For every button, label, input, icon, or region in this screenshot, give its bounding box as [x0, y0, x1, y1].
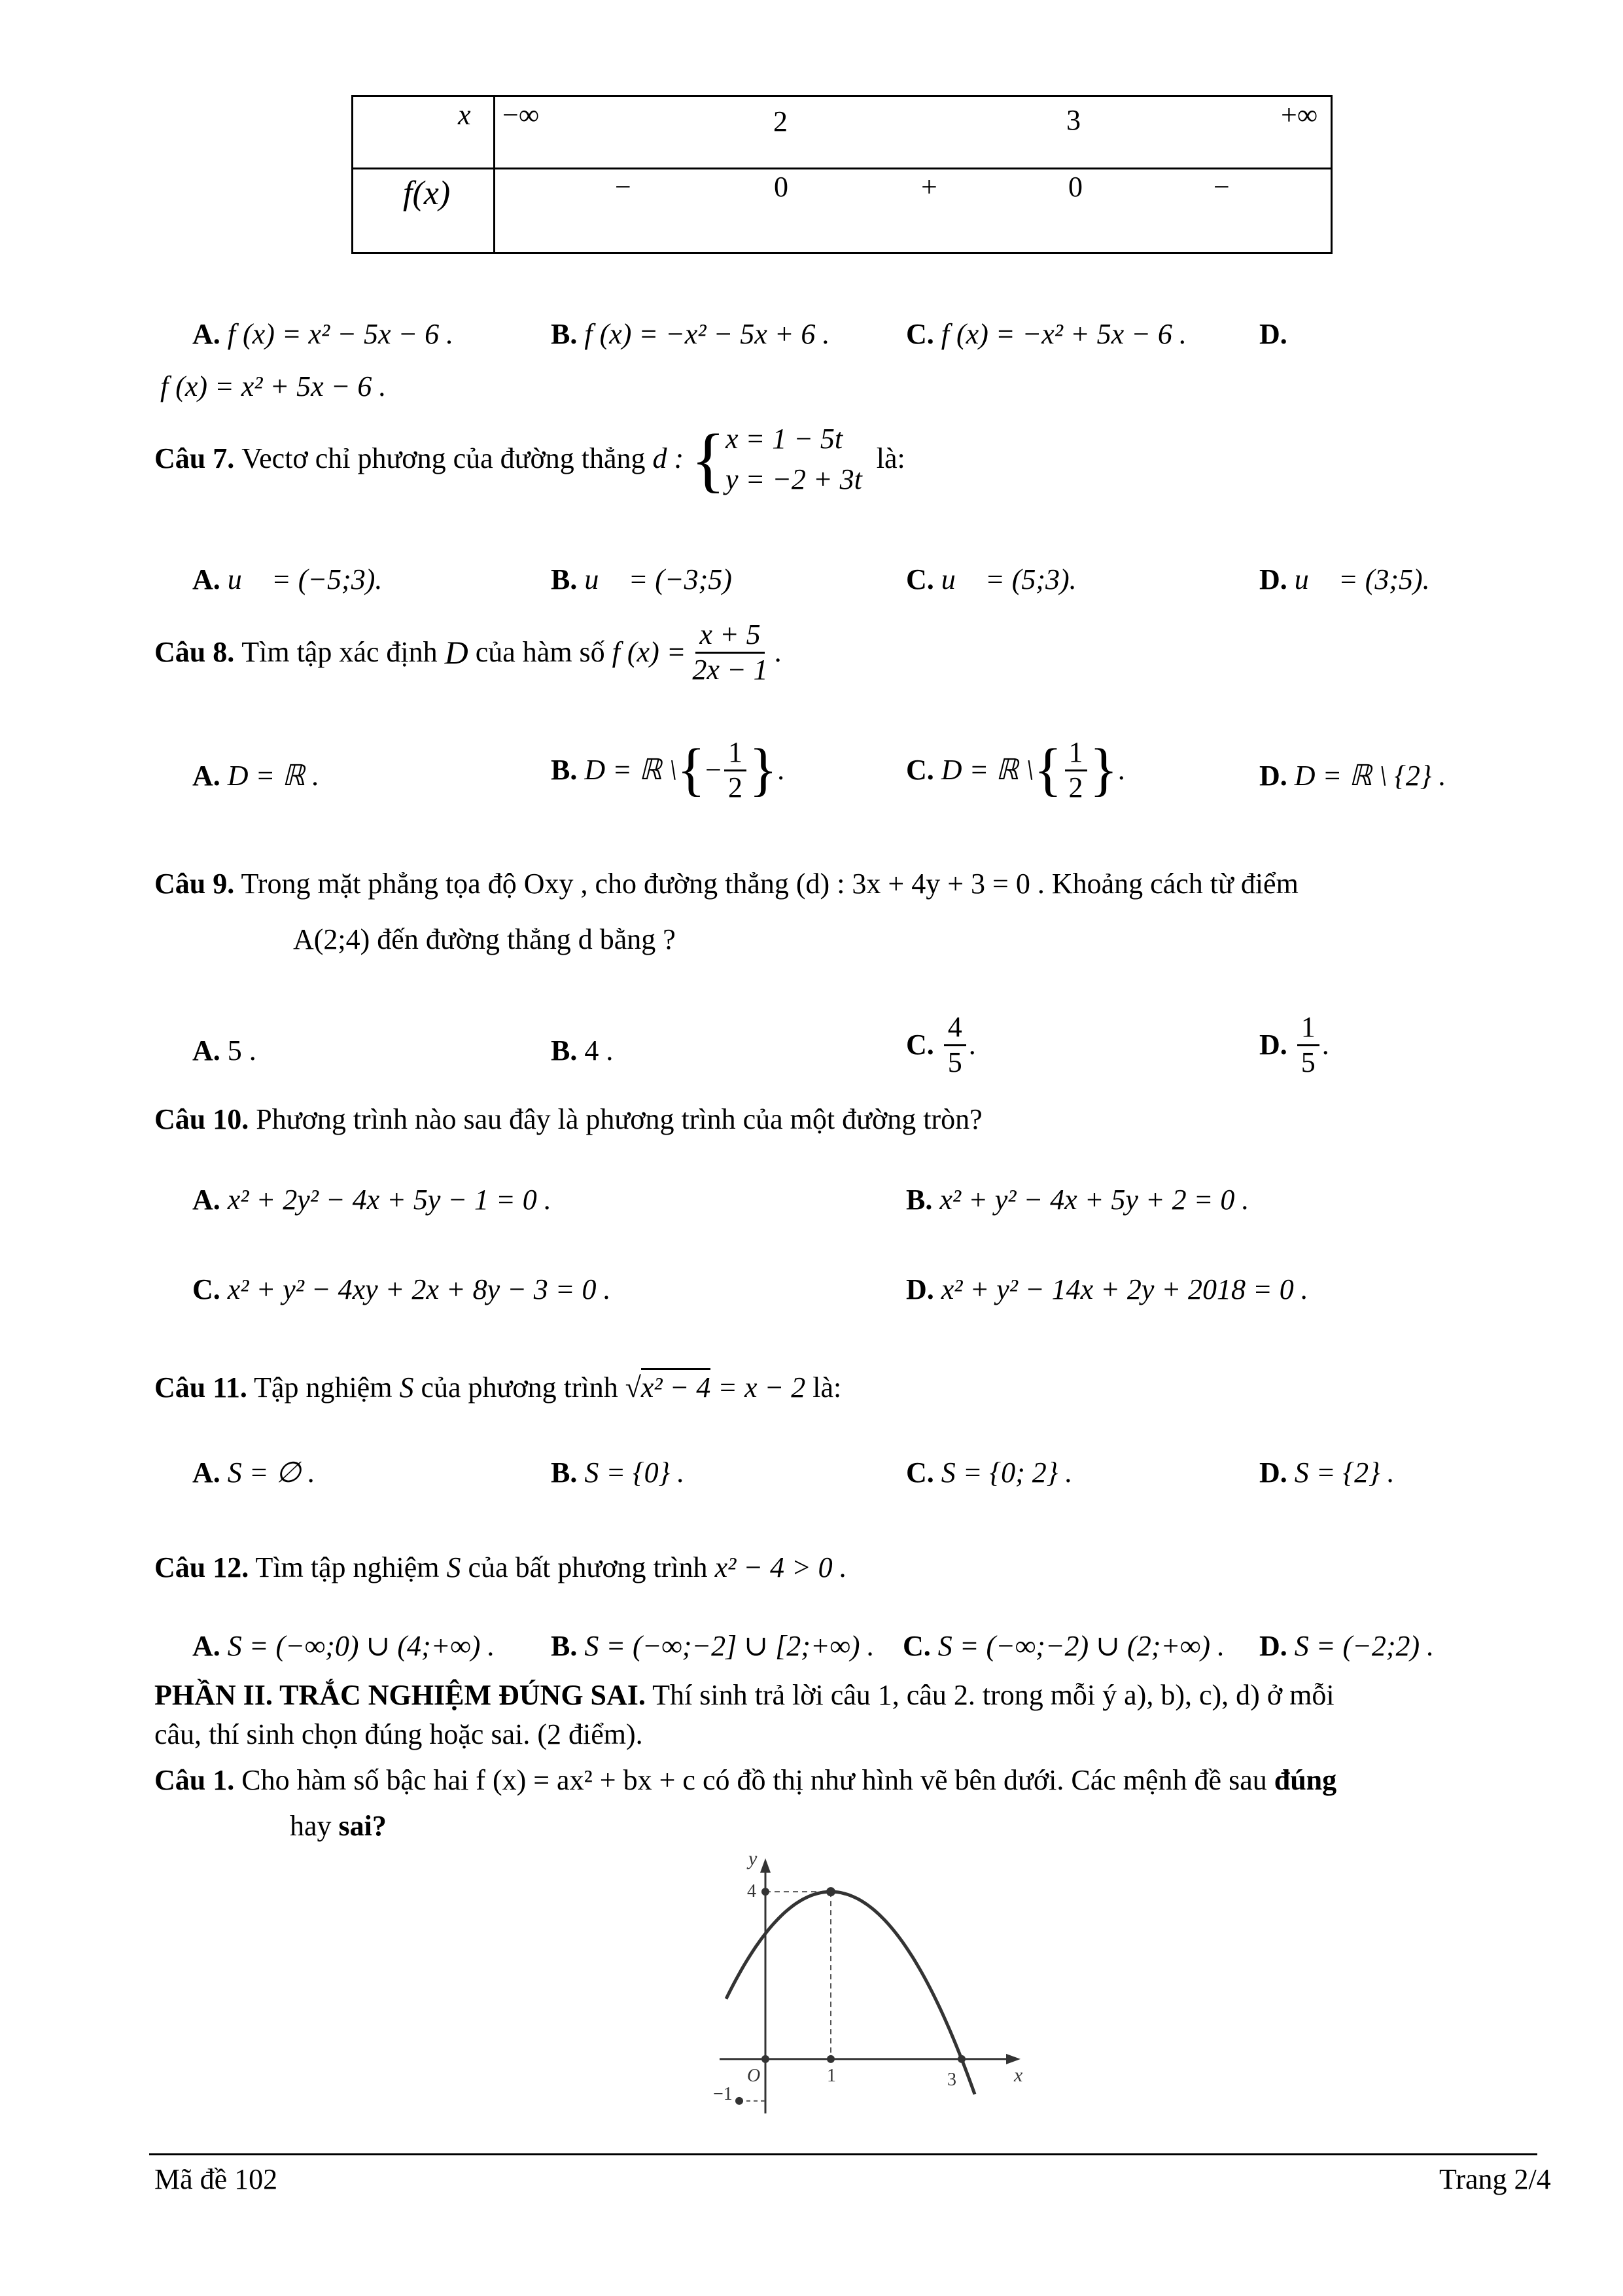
vertex-point	[826, 1887, 835, 1896]
option-b: B. u⃗ = (−3;5)	[551, 563, 732, 595]
y-axis-arrow	[760, 1858, 771, 1873]
system-brace: {	[691, 419, 725, 499]
row-label-x: x	[458, 99, 471, 131]
question-10: Câu 10. Phương trình nào sau đây là phương trình của một đường tròn?	[154, 1103, 983, 1135]
option-a: A. 5 .	[192, 1034, 256, 1067]
y-tick-point	[735, 2097, 743, 2105]
table-cell: 0	[774, 171, 788, 203]
option-b: B. x² + y² − 4x + 5y + 2 = 0 .	[906, 1184, 1249, 1216]
param-system: x = 1 − 5t y = −2 + 3t	[725, 423, 862, 495]
table-cell: +∞	[1281, 99, 1318, 131]
option-d: D. x² + y² − 14x + 2y + 2018 = 0 .	[906, 1273, 1308, 1305]
fraction: $\frac{1}{5}$	[1297, 1011, 1319, 1079]
fraction: $\frac{1}{2}$	[724, 736, 746, 804]
footer-divider	[149, 2153, 1537, 2155]
y-tick-label: 4	[747, 1881, 756, 1902]
question-8: Câu 8. Tìm tập xác định D của hàm số f (x) = $\frac{x + 5}{2x - 1}$ .	[154, 618, 782, 686]
option-d: f (x) = x² + 5x − 6 .	[160, 370, 387, 402]
y-tick-point	[761, 1888, 769, 1896]
fraction: $\frac{x + 5}{2x - 1}$	[692, 618, 768, 686]
option-d: D. u⃗ = (3;5).	[1259, 563, 1430, 595]
row-label-fx: f(x)	[403, 175, 451, 212]
question-12: Câu 12. Tìm tập nghiệm S của bất phương trình x² − 4 > 0 .	[154, 1551, 847, 1583]
table-cell: −∞	[502, 99, 540, 131]
x-tick-label: 1	[827, 2065, 836, 2086]
option-b: B. 4 .	[551, 1034, 614, 1067]
origin-point	[761, 2055, 769, 2063]
part2-instructions: câu, thí sinh chọn đúng hoặc sai. (2 điểm).	[154, 1718, 643, 1750]
part2-question-1-cont: hay sai?	[290, 1810, 387, 1842]
parabola-curve	[726, 1892, 975, 2094]
table-divider	[493, 97, 495, 252]
option-a: A. x² + 2y² − 4x + 5y − 1 = 0 .	[192, 1184, 551, 1216]
table-cell: −	[1213, 171, 1230, 203]
option-c: C. D = ℝ \ { $\frac{1}{2}$ } .	[906, 736, 1125, 804]
x-tick-label: 3	[947, 2069, 956, 2090]
fraction: $\frac{4}{5}$	[944, 1011, 966, 1079]
option-b: B. f (x) = −x² − 5x + 6 .	[551, 318, 830, 350]
table-cell: 2	[773, 105, 788, 137]
question-11: Câu 11. Tập nghiệm S của phương trình √x² − 4 = x − 2 là:	[154, 1371, 841, 1405]
option-c: C. $\frac{4}{5}$ .	[906, 1011, 976, 1078]
fraction: $\frac{1}{2}$	[1065, 736, 1087, 804]
x-tick-point	[958, 2055, 966, 2063]
table-cell: 3	[1066, 104, 1081, 136]
x-tick-point	[827, 2055, 835, 2063]
option-a: A. S = (−∞;0) ∪ (4;+∞) .	[192, 1630, 495, 1662]
footer-page-number: Trang 2/4	[1439, 2163, 1551, 2195]
option-d-label: D.	[1259, 318, 1287, 350]
question-9-cont: A(2;4) đến đường thẳng d bằng ?	[293, 923, 676, 955]
option-b: B. S = {0} .	[551, 1457, 685, 1489]
option-c: C. x² + y² − 4xy + 2x + 8y − 3 = 0 .	[192, 1273, 611, 1305]
y-tick-label: −1	[713, 2083, 733, 2104]
option-d: D. S = (−2;2) .	[1259, 1630, 1435, 1662]
origin-label: O	[747, 2065, 761, 2086]
table-cell: 0	[1068, 171, 1083, 203]
option-b: B. D = ℝ \ { − $\frac{1}{2}$ } .	[551, 736, 785, 804]
option-a: A. S = ∅ .	[192, 1457, 315, 1489]
part2-question-1: Câu 1. Cho hàm số bậc hai f (x) = ax² + bx + c có đồ thị như hình vẽ bên dưới. Các mệnh đề sau đúng	[154, 1764, 1337, 1796]
option-c: C. f (x) = −x² + 5x − 6 .	[906, 318, 1187, 350]
option-b: B. S = (−∞;−2] ∪ [2;+∞) .	[551, 1630, 875, 1662]
option-c: C. S = (−∞;−2) ∪ (2;+∞) .	[903, 1630, 1225, 1662]
sqrt-sign: √	[625, 1371, 641, 1404]
question-7: Câu 7. Vectơ chỉ phương của đường thẳng d : { x = 1 − 5t y = −2 + 3t là:	[154, 419, 905, 499]
option-c: C. S = {0; 2} .	[906, 1457, 1073, 1489]
parabola-graph	[680, 1839, 1047, 2140]
option-d: D. D = ℝ \ {2} .	[1259, 760, 1446, 792]
sign-table	[351, 95, 1333, 254]
option-d: D. S = {2} .	[1259, 1457, 1395, 1489]
option-c: C. u⃗ = (5;3).	[906, 563, 1077, 595]
option-a: A. D = ℝ .	[192, 760, 320, 792]
table-cell: +	[921, 171, 937, 203]
part2-header: PHẦN II. TRẮC NGHIỆM ĐÚNG SAI. Thí sinh trả lời câu 1, câu 2. trong mỗi ý a), b), c), d) ở mỗi	[154, 1679, 1335, 1711]
table-cell: −	[615, 171, 631, 203]
option-d: D. $\frac{1}{5}$ .	[1259, 1011, 1329, 1078]
footer-exam-code: Mã đề 102	[154, 2163, 278, 2195]
option-a: A. u⃗ = (−5;3).	[192, 563, 383, 595]
table-divider	[353, 168, 1331, 169]
y-axis-label: y	[748, 1848, 758, 1869]
x-axis-label: x	[1014, 2064, 1023, 2086]
option-a: A. f (x) = x² − 5x − 6 .	[192, 318, 454, 350]
x-axis-arrow	[1006, 2054, 1021, 2064]
question-9: Câu 9. Trong mặt phẳng tọa độ Oxy , cho đường thẳng (d) : 3x + 4y + 3 = 0 . Khoảng cách từ điểm	[154, 868, 1299, 900]
